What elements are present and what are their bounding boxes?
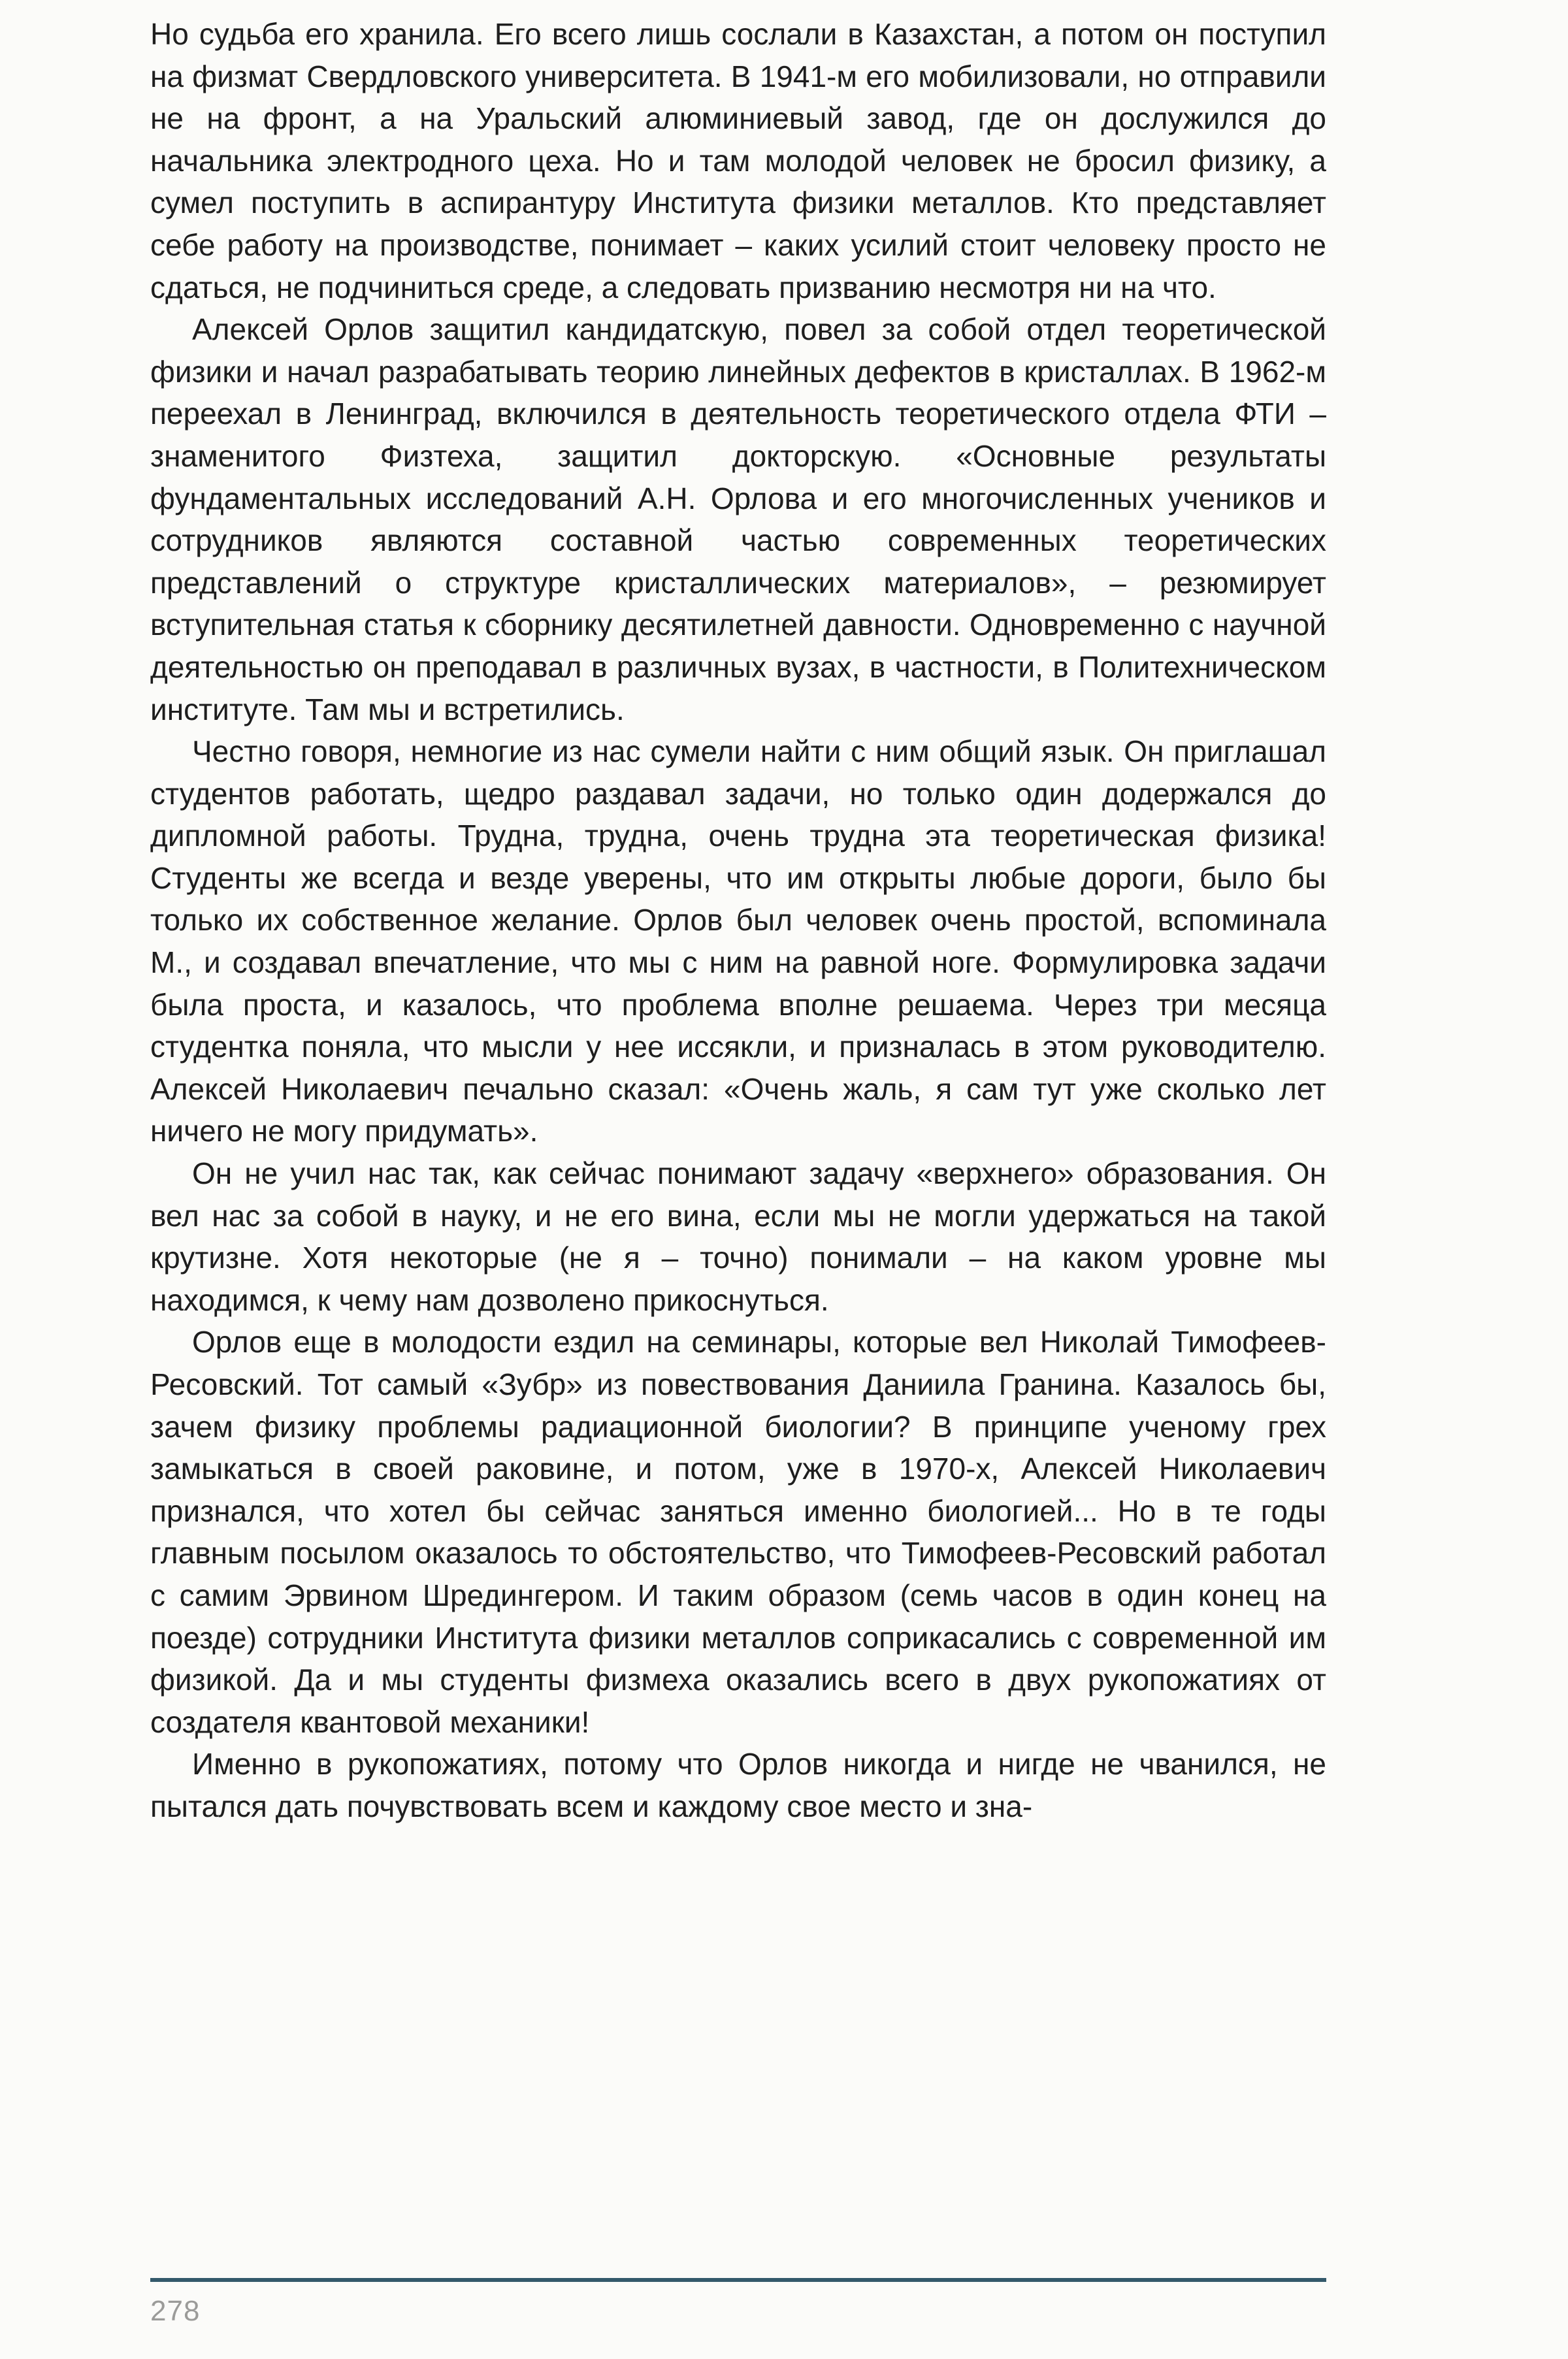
text-block (150, 13, 1326, 1828)
paragraph: Он не учил нас так, как сейчас понимают задачу «верхнего» образования. Он вел нас за собой в науку, и не его вина, если мы не могли удержаться на такой крутизне. Хотя некоторые (не я – точно) понимали – на каком уровне мы находимся, к чему нам дозволено прикоснуться. (150, 1156, 1326, 1317)
paragraph: Орлов еще в молодости ездил на семинары, которые вел Николай Тимофеев-Ресовский. Тот самый «Зубр» из повествования Даниила Гранина. Казалось бы, зачем физику проблемы радиационной биологии? В принципе ученому грех замыкаться в своей раковине, и потом, уже в 1970-х, Алексей Николаевич признался, что хотел бы сейчас заняться именно биологией... Но в те годы главным посылом оказалось то обстоятельство, что Тимофеев-Ресовский работал с самим Эрвином Шредингером. И таким образом (семь часов в один конец на поезде) сотрудники Института физики металлов соприкасались с современной им физикой. Да и мы студенты физмеха оказались всего в двух рукопожатиях от создателя квантовой механики! (150, 1325, 1326, 1739)
footer-rule (150, 2278, 1326, 2282)
page-number: 278 (150, 2295, 201, 2327)
paragraph: Но судьба его хранила. Его всего лишь сослали в Казахстан, а потом он поступил на физмат Свердловского университета. В 1941-м его мобилизовали, но отправили не на фронт, а на Уральский алюминиевый завод, где он дослужился до начальника электродного цеха. Но и там молодой человек не бросил физику, а сумел поступить в аспирантуру Института физики металлов. Кто представляет себе работу на производстве, понимает – каких усилий стоит человеку просто не сдаться, не подчиниться среде, а следовать призванию несмотря ни на что. (150, 17, 1326, 304)
paragraph: Именно в рукопожатиях, потому что Орлов никогда и нигде не чванился, не пытался дать почувствовать всем и каждому свое место и зна- (150, 1747, 1326, 1823)
paragraph: Алексей Орлов защитил кандидатскую, повел за собой отдел теоретической физики и начал разрабатывать теорию линейных дефектов в кристаллах. В 1962-м переехал в Ленинград, включился в деятельность теоретического отдела ФТИ – знаменитого Физтеха, защитил докторскую. «Основные результаты фундаментальных исследований А.Н. Орлова и его многочисленных учеников и сотрудников являются составной частью современных теоретических представлений о структуре кристаллических материалов», – резюмирует вступительная статья к сборнику десятилетней давности. Одновременно с научной деятельностью он преподавал в различных вузах, в частности, в Политехническом институте. Там мы и встретились. (150, 312, 1326, 726)
paragraph: Честно говоря, немногие из нас сумели найти с ним общий язык. Он приглашал студентов работать, щедро раздавал задачи, но только один додержался до дипломной работы. Трудна, трудна, очень трудна эта теоретическая физика! Студенты же всегда и везде уверены, что им открыты любые дороги, было бы только их собственное желание. Орлов был человек очень простой, вспоминала М., и создавал впечатление, что мы с ним на равной ноге. Формулировка задачи была проста, и казалось, что проблема вполне решаема. Через три месяца студентка поняла, что мысли у нее иссякли, и призналась в этом руководителю. Алексей Николаевич печально сказал: «Очень жаль, я сам тут уже сколько лет ничего не могу придумать». (150, 734, 1326, 1148)
